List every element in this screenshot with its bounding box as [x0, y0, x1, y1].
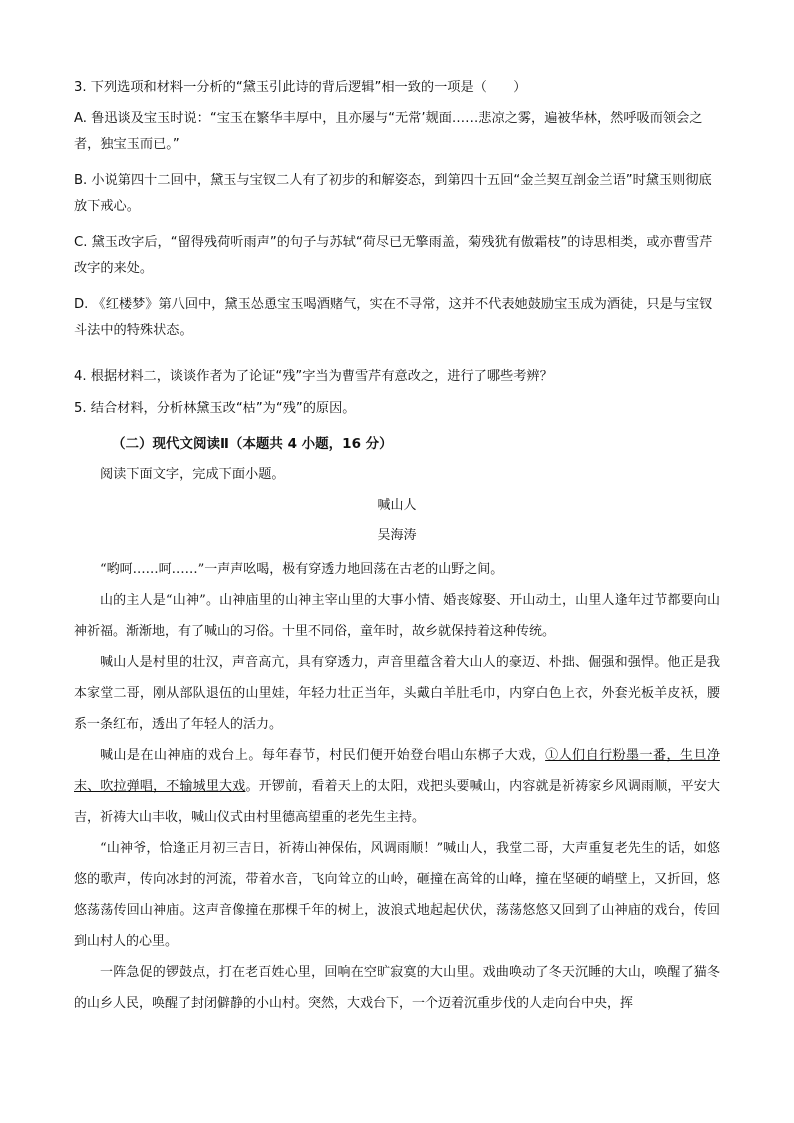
underlined-sentence-1: ①人们自行粉墨一番，生旦净末、吹拉弹唱，不输城里大戏 — [74, 748, 720, 794]
article-body — [74, 554, 720, 1019]
paragraph: “山神爷，恰逢正月初三吉日，祈祷山神保佑，风调雨顺！”喊山人，我堂二哥，大声重复老先生的话，如悠悠的歌声，传向冰封的河流，带着水音，飞向耸立的山岭，砸撞在高耸的山峰，撞在坚硬的峭壁上，又折回，悠悠荡荡传回山神庙。这声音像撞在那棵千年的树上，波浪式地起起伏伏，荡荡悠悠又回到了山神庙的戏台，传回到山村人的心里。 — [74, 841, 720, 949]
section-intro: 阅读下面文字，完成下面小题。 — [100, 467, 285, 482]
article-title: 喊山人 — [377, 498, 417, 513]
question-5: 5. 结合材料，分析林黛玉改“枯”为“残”的原因。 — [74, 401, 356, 416]
paragraph: 一阵急促的锣鼓点，打在老百姓心里，回响在空旷寂寞的大山里。戏曲唤动了冬天沉睡的大山，唤醒了猫冬的山乡人民，唤醒了封闭僻静的小山村。突然，大戏台下，一个迈着沉重步伐的人走向台中央，挥 — [74, 965, 720, 1011]
paragraph: 山的主人是“山神”。山神庙里的山神主宰山里的大事小情、婚丧嫁娶、开山动土，山里人逢年过节都要向山神祈福。渐渐地，有了喊山的习俗。十里不同俗，童年时，故乡就保持着这种传统。 — [74, 593, 720, 639]
question-3-option-d: D. 《红楼梦》第八回中，黛玉怂恿宝玉喝酒赌气，实在不寻常，这并不代表她鼓励宝玉成为酒徒，只是与宝钗斗法中的特殊状态。 — [74, 297, 713, 338]
paragraph: 喊山是在山神庙的戏台上。每年春节，村民们便开始登台唱山东梆子大戏，①人们自行粉墨一番，生旦净末、吹拉弹唱，不输城里大戏。开锣前，看着天上的太阳，戏把头要喊山，内容就是祈祷家乡风调雨顺，平安大吉，祈祷大山丰收，喊山仪式由村里德高望重的老先生主持。 — [74, 748, 720, 825]
question-3-option-b: B. 小说第四十二回中，黛玉与宝钗二人有了初步的和解姿态，到第四十五回“金兰契互剖金兰语”时黛玉则彻底放下戒心。 — [74, 173, 712, 214]
question-3-stem: 3. 下列选项和材料一分析的“黛玉引此诗的背后逻辑”相一致的一项是（ ） — [74, 80, 527, 95]
paragraph: 喊山人是村里的壮汉，声音高亢，具有穿透力，声音里蕴含着大山人的豪迈、朴拙、倔强和强悍。他正是我本家堂二哥，刚从部队退伍的山里娃，年轻力壮正当年，头戴白羊肚毛巾，内穿白色上衣，外套光板羊皮袄，腰系一条红布，透出了年轻人的活力。 — [74, 655, 720, 732]
question-3 — [74, 75, 724, 101]
article-author: 吴海涛 — [377, 528, 417, 543]
question-3-option-a: A. 鲁迅谈及宝玉时说：“宝玉在繁华丰厚中，且亦屡与“无常’觌面……悲凉之雾，遍被华林，然呼吸而领会之者，独宝玉而已。” — [74, 111, 703, 152]
paragraph: “哟呵……呵……”一声声吆喝，极有穿透力地回荡在古老的山野之间。 — [100, 562, 504, 577]
question-3-option-c: C. 黛玉改字后，“留得残荷听雨声”的句子与苏轼“荷尽已无擎雨盖，菊残犹有傲霜枝”的诗思相类，或亦曹雪芹改字的来处。 — [74, 235, 713, 276]
section-heading: （二）现代文阅读Ⅱ（本题共 4 小题，16 分） — [112, 436, 393, 452]
question-4: 4. 根据材料二，谈谈作者为了论证“残”字当为曹雪芹有意改之，进行了哪些考辨？ — [74, 369, 553, 384]
